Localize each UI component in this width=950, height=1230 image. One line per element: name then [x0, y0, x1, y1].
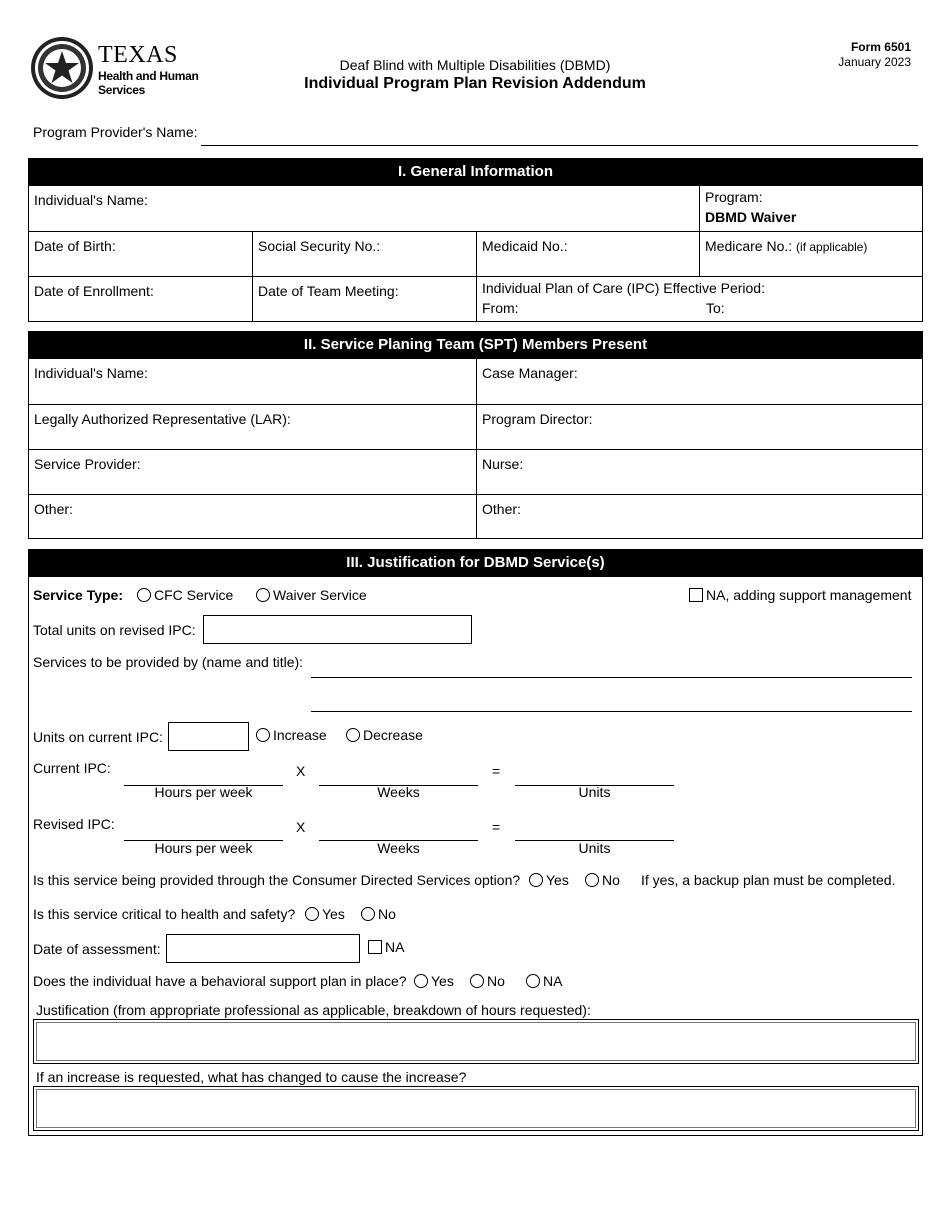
current-weeks-caption: Weeks — [377, 784, 420, 800]
behavioral-no-option[interactable] — [470, 973, 505, 989]
waiver-service-option[interactable] — [256, 587, 367, 603]
critical-no-label: No — [378, 906, 396, 922]
units-current-input[interactable] — [168, 722, 249, 751]
ssn-label: Social Security No.: — [258, 238, 381, 254]
team-meeting-field[interactable] — [252, 277, 476, 321]
justification-label: Justification (from appropriate professional as applicable, breakdown of hours requested): — [36, 1002, 591, 1018]
dob-label: Date of Birth: — [34, 238, 116, 254]
justification-textarea[interactable] — [33, 1019, 919, 1064]
assessment-na-option[interactable] — [368, 939, 404, 955]
decrease-option[interactable] — [346, 727, 423, 743]
cds-no-label: No — [602, 872, 620, 888]
assessment-date-input[interactable] — [166, 934, 360, 963]
nurse-field[interactable] — [476, 450, 922, 494]
enrollment-label: Date of Enrollment: — [34, 283, 154, 299]
current-x-sign: X — [296, 763, 306, 779]
current-eq-sign: = — [492, 763, 501, 779]
na-support-checkbox[interactable] — [689, 588, 703, 602]
program-director-field[interactable] — [476, 405, 922, 449]
cfc-radio[interactable] — [137, 588, 151, 602]
increase-question-label: If an increase is requested, what has changed to cause the increase? — [36, 1069, 467, 1085]
case-manager-label: Case Manager: — [482, 365, 578, 381]
spt-individual-label: Individual's Name: — [34, 365, 148, 381]
ipc-period-field[interactable] — [476, 277, 922, 321]
current-units-caption: Units — [578, 784, 611, 800]
cfc-label: CFC Service — [154, 587, 234, 603]
program-value: DBMD Waiver — [705, 209, 797, 225]
increase-reason-textarea-inner — [36, 1089, 916, 1128]
revised-units-caption: Units — [578, 840, 611, 856]
provided-by-line-2[interactable] — [311, 711, 912, 712]
behavioral-yes-label: Yes — [431, 973, 454, 989]
total-units-input[interactable] — [203, 615, 472, 644]
service-type-label: Service Type: — [33, 587, 124, 603]
section-2-header: II. Service Planing Team (SPT) Members Present — [28, 331, 923, 359]
form-date: January 2023 — [838, 55, 911, 69]
medicaid-field[interactable] — [476, 232, 699, 276]
section-1-header: I. General Information — [28, 158, 923, 186]
critical-no-radio[interactable] — [361, 907, 375, 921]
form-title: Individual Program Plan Revision Addendum — [304, 75, 646, 92]
cds-question: Is this service being provided through the Consumer Directed Services option? — [33, 872, 521, 888]
provider-name-label: Program Provider's Name: — [33, 124, 198, 140]
current-hours-caption: Hours per week — [154, 784, 253, 800]
behavioral-no-radio[interactable] — [470, 974, 484, 988]
other-right-field[interactable] — [476, 495, 922, 538]
cds-yes-label: Yes — [546, 872, 569, 888]
decrease-label: Decrease — [363, 727, 423, 743]
behavioral-na-option[interactable] — [526, 973, 562, 989]
current-ipc-label: Current IPC: — [33, 760, 111, 776]
other-right-label: Other: — [482, 501, 521, 517]
ipc-from-label: From: — [482, 300, 519, 316]
medicare-label: Medicare No.: — [705, 238, 793, 254]
section-3-body — [28, 577, 923, 1136]
nurse-label: Nurse: — [482, 456, 524, 472]
cfc-service-option[interactable] — [137, 587, 233, 603]
ssn-field[interactable] — [252, 232, 476, 276]
lar-label: Legally Authorized Representative (LAR): — [34, 411, 291, 427]
critical-question: Is this service critical to health and safety? — [33, 906, 296, 922]
increase-reason-textarea[interactable] — [33, 1086, 919, 1131]
revised-eq-sign: = — [492, 819, 501, 835]
medicaid-label: Medicaid No.: — [482, 238, 568, 254]
behavioral-question: Does the individual have a behavioral support plan in place? — [33, 973, 407, 989]
justification-textarea-inner — [36, 1022, 916, 1061]
critical-yes-option[interactable] — [305, 906, 345, 922]
decrease-radio[interactable] — [346, 728, 360, 742]
critical-no-option[interactable] — [361, 906, 396, 922]
program-field — [699, 186, 922, 231]
enrollment-field[interactable] — [29, 277, 252, 321]
section-2-grid — [28, 359, 923, 539]
total-units-label: Total units on revised IPC: — [33, 622, 196, 638]
behavioral-no-label: No — [487, 973, 505, 989]
assessment-na-checkbox[interactable] — [368, 940, 382, 954]
revised-hours-caption: Hours per week — [154, 840, 253, 856]
units-current-label: Units on current IPC: — [33, 729, 163, 745]
increase-option[interactable] — [256, 727, 327, 743]
behavioral-na-radio[interactable] — [526, 974, 540, 988]
assessment-date-label: Date of assessment: — [33, 941, 161, 957]
behavioral-na-label: NA — [543, 973, 563, 989]
program-director-label: Program Director: — [482, 411, 593, 427]
cds-no-option[interactable] — [585, 872, 620, 888]
revised-ipc-label: Revised IPC: — [33, 816, 115, 832]
other-left-field[interactable] — [29, 495, 476, 538]
medicare-field[interactable] — [699, 232, 922, 276]
provided-by-line-1[interactable] — [311, 677, 912, 678]
behavioral-yes-radio[interactable] — [414, 974, 428, 988]
behavioral-yes-option[interactable] — [414, 973, 454, 989]
ipc-period-label: Individual Plan of Care (IPC) Effective Period: — [482, 280, 765, 296]
cds-no-radio[interactable] — [585, 873, 599, 887]
section-1-grid — [28, 186, 923, 322]
critical-yes-label: Yes — [322, 906, 345, 922]
section-3-header: III. Justification for DBMD Service(s) — [28, 549, 923, 577]
na-support-label: NA, adding support management — [706, 587, 912, 603]
individual-name-label: Individual's Name: — [34, 192, 148, 208]
increase-label: Increase — [273, 727, 327, 743]
program-label: Program: — [705, 189, 763, 205]
revised-weeks-caption: Weeks — [377, 840, 420, 856]
revised-x-sign: X — [296, 819, 306, 835]
ipc-to-label: To: — [706, 300, 725, 316]
logo-texas-text: TEXAS — [98, 42, 178, 68]
critical-yes-radio[interactable] — [305, 907, 319, 921]
medicare-note: (if applicable) — [796, 240, 868, 254]
service-provider-field[interactable] — [29, 450, 476, 494]
provided-by-label: Services to be provided by (name and title): — [33, 654, 304, 670]
lar-field[interactable] — [29, 405, 476, 449]
logo-line-1: Health and Human — [98, 69, 199, 83]
service-provider-label: Service Provider: — [34, 456, 141, 472]
assessment-na-label: NA — [385, 939, 405, 955]
na-support-option[interactable] — [689, 587, 911, 603]
waiver-radio[interactable] — [256, 588, 270, 602]
waiver-label: Waiver Service — [273, 587, 367, 603]
dob-field[interactable] — [29, 232, 252, 276]
cds-note: If yes, a backup plan must be completed. — [641, 872, 896, 888]
individual-name-field[interactable] — [29, 186, 699, 231]
form-number: Form 6501 — [850, 40, 911, 54]
other-left-label: Other: — [34, 501, 73, 517]
form-subtitle: Deaf Blind with Multiple Disabilities (DBMD) — [339, 57, 611, 73]
cds-yes-radio[interactable] — [529, 873, 543, 887]
provider-name-field[interactable] — [201, 145, 918, 146]
increase-radio[interactable] — [256, 728, 270, 742]
case-manager-field[interactable] — [476, 359, 922, 404]
spt-individual-field[interactable] — [29, 359, 476, 404]
team-meeting-label: Date of Team Meeting: — [258, 283, 399, 299]
cds-yes-option[interactable] — [529, 872, 569, 888]
logo-line-2: Services — [98, 83, 145, 97]
